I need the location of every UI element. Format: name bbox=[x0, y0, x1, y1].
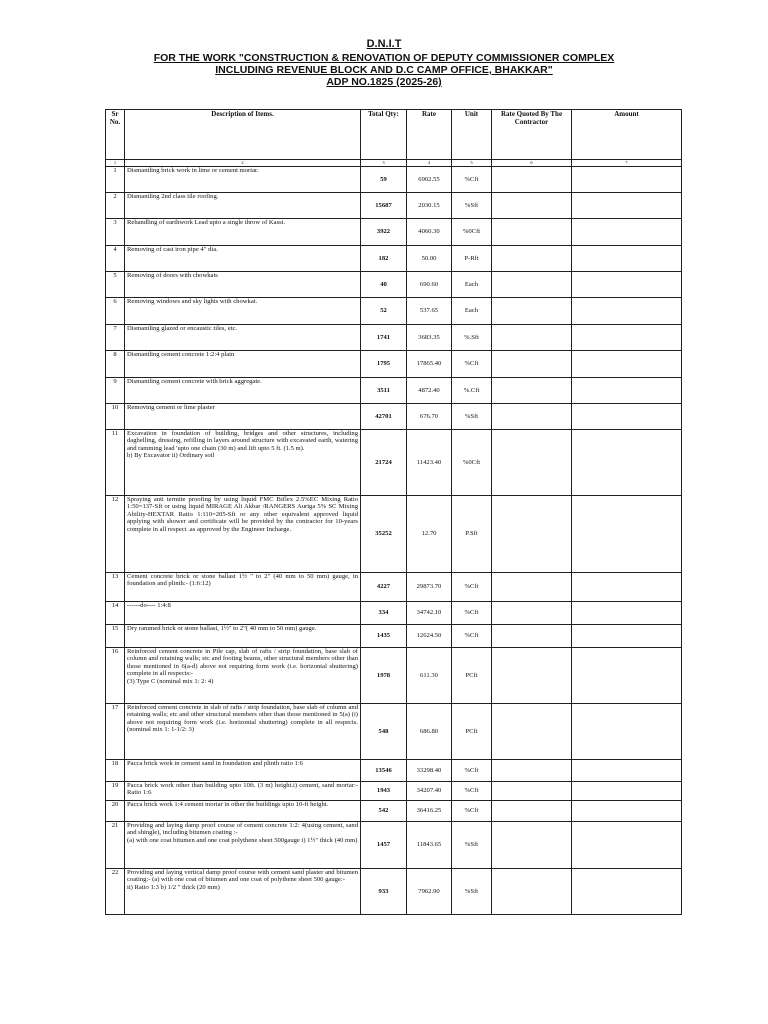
table-row bbox=[106, 704, 682, 760]
item-amount bbox=[572, 625, 682, 648]
item-amount bbox=[572, 325, 682, 351]
item-rate: 33298.40 bbox=[407, 760, 452, 782]
item-unit: %Sft bbox=[452, 404, 492, 430]
item-amount bbox=[572, 573, 682, 602]
table-row bbox=[106, 822, 682, 869]
table-row bbox=[106, 193, 682, 219]
adp-number: ADP NO.1825 (2025-26) bbox=[326, 76, 442, 88]
item-description: Providing and laying vertical damp proof course with cement sand plaster and bitumen coating:- (a) with one coat of bitumen and one coat of polythene sheet 500 gauge:- ii) Ratio 1:3 b) 1/2 " thick (20 mm) bbox=[125, 869, 361, 915]
item-sr-number: 15 bbox=[106, 625, 125, 648]
table-row bbox=[106, 219, 682, 246]
col-number: 7 bbox=[572, 160, 682, 167]
item-amount bbox=[572, 782, 682, 801]
item-unit: %Sft bbox=[452, 869, 492, 915]
item-rate: 676.70 bbox=[407, 404, 452, 430]
item-total-qty: 1435 bbox=[361, 625, 407, 648]
item-total-qty: 3922 bbox=[361, 219, 407, 246]
item-total-qty: 1795 bbox=[361, 351, 407, 378]
item-rate: 12624.50 bbox=[407, 625, 452, 648]
item-sr-number: 16 bbox=[106, 648, 125, 704]
item-amount bbox=[572, 430, 682, 496]
item-sr-number: 10 bbox=[106, 404, 125, 430]
table-row bbox=[106, 801, 682, 822]
item-total-qty: 42701 bbox=[361, 404, 407, 430]
item-rate-quoted bbox=[492, 625, 572, 648]
table-row bbox=[106, 573, 682, 602]
table-row bbox=[106, 602, 682, 625]
item-rate: 6902.55 bbox=[407, 167, 452, 193]
item-amount bbox=[572, 869, 682, 915]
item-sr-number: 11 bbox=[106, 430, 125, 496]
item-unit: %Cft bbox=[452, 625, 492, 648]
item-rate-quoted bbox=[492, 760, 572, 782]
item-rate: 4872.40 bbox=[407, 378, 452, 404]
item-sr-number: 17 bbox=[106, 704, 125, 760]
table-row bbox=[106, 246, 682, 272]
item-rate-quoted bbox=[492, 496, 572, 573]
item-rate: 29873.70 bbox=[407, 573, 452, 602]
item-amount bbox=[572, 246, 682, 272]
item-sr-number: 5 bbox=[106, 272, 125, 298]
item-rate: 611.30 bbox=[407, 648, 452, 704]
table-row bbox=[106, 430, 682, 496]
item-total-qty: 542 bbox=[361, 801, 407, 822]
item-rate: 3683.35 bbox=[407, 325, 452, 351]
item-amount bbox=[572, 648, 682, 704]
item-amount bbox=[572, 602, 682, 625]
item-amount bbox=[572, 219, 682, 246]
item-rate: 12.70 bbox=[407, 496, 452, 573]
item-rate-quoted bbox=[492, 378, 572, 404]
table-row bbox=[106, 869, 682, 915]
item-rate: 2030.15 bbox=[407, 193, 452, 219]
item-unit: P.Sft bbox=[452, 496, 492, 573]
item-description: Reinforced cement concrete in Pile cap, slab of rafts / strip foundation, base slab of column and retaining walls; etc and footing beams, other structural members other than those mentioned in 6(a-d) above not requiring form work (i.e. horizontal shuttering) complete in all respects:- (3) Type C (nominal mix 1: 2: 4) bbox=[125, 648, 361, 704]
item-amount bbox=[572, 760, 682, 782]
item-description: Removing cement or lime plaster bbox=[125, 404, 361, 430]
item-description: Dry rammed brick or stone ballast, 1½" to 2"( 40 mm to 50 mm) gauge. bbox=[125, 625, 361, 648]
item-description: Dismantling glazed or encaustic tiles, etc. bbox=[125, 325, 361, 351]
item-description: ------do---- 1:4:8 bbox=[125, 602, 361, 625]
col-header-unit: Unit bbox=[452, 110, 492, 160]
table-body bbox=[106, 167, 682, 915]
item-sr-number: 4 bbox=[106, 246, 125, 272]
item-sr-number: 6 bbox=[106, 298, 125, 325]
item-amount bbox=[572, 167, 682, 193]
items-table bbox=[105, 109, 682, 915]
col-number: 1 bbox=[106, 160, 125, 167]
item-sr-number: 18 bbox=[106, 760, 125, 782]
item-sr-number: 12 bbox=[106, 496, 125, 573]
item-rate-quoted bbox=[492, 430, 572, 496]
item-rate: 4060.30 bbox=[407, 219, 452, 246]
item-total-qty: 59 bbox=[361, 167, 407, 193]
item-sr-number: 13 bbox=[106, 573, 125, 602]
item-amount bbox=[572, 822, 682, 869]
item-description: Rehandling of earthwork Lead upto a single throw of Kassi. bbox=[125, 219, 361, 246]
item-amount bbox=[572, 351, 682, 378]
item-sr-number: 1 bbox=[106, 167, 125, 193]
item-total-qty: 15687 bbox=[361, 193, 407, 219]
item-description: Pacca brick work other than building upto 10ft. (3 m) height.i) cement, sand mortar:-Ratio 1:6 bbox=[125, 782, 361, 801]
item-total-qty: 1741 bbox=[361, 325, 407, 351]
item-description: Pacca brick work 1:4 cement mortar in other the buildings upto 10-ft height. bbox=[125, 801, 361, 822]
item-rate: 34742.10 bbox=[407, 602, 452, 625]
item-unit: %Cft bbox=[452, 602, 492, 625]
item-description: Removing of cast iron pipe 4" dia. bbox=[125, 246, 361, 272]
table-row bbox=[106, 378, 682, 404]
item-rate-quoted bbox=[492, 351, 572, 378]
column-number-row bbox=[106, 160, 682, 167]
item-rate: 11843.65 bbox=[407, 822, 452, 869]
item-rate-quoted bbox=[492, 272, 572, 298]
table-row bbox=[106, 648, 682, 704]
item-sr-number: 8 bbox=[106, 351, 125, 378]
item-total-qty: 4227 bbox=[361, 573, 407, 602]
item-description: Dismantling cement concrete 1:2:4 plain bbox=[125, 351, 361, 378]
item-unit: %0Cft bbox=[452, 219, 492, 246]
table-row bbox=[106, 496, 682, 573]
table-row bbox=[106, 782, 682, 801]
item-unit: %Sft bbox=[452, 822, 492, 869]
table-header-row bbox=[106, 110, 682, 160]
item-total-qty: 35252 bbox=[361, 496, 407, 573]
item-description: Dismantling cement concrete with brick aggregate. bbox=[125, 378, 361, 404]
item-description: Dismantling 2nd class tile roofing. bbox=[125, 193, 361, 219]
item-unit: %Cft bbox=[452, 351, 492, 378]
item-rate: 50.00 bbox=[407, 246, 452, 272]
item-unit: %Cft bbox=[452, 167, 492, 193]
col-header-sr: Sr No. bbox=[106, 110, 125, 160]
item-description: Pacca brick work in cement sand in foundation and plinth ratio 1:6 bbox=[125, 760, 361, 782]
item-description: Providing and laying damp proof course of cement concrete 1:2: 4(using cement, sand and shingle), including bitumen coating :- (a) with one coat bitumen and one coat polythene sheet 500gauge i) 1½" thick (40 mm) bbox=[125, 822, 361, 869]
table-row bbox=[106, 351, 682, 378]
item-sr-number: 2 bbox=[106, 193, 125, 219]
item-total-qty: 52 bbox=[361, 298, 407, 325]
item-sr-number: 3 bbox=[106, 219, 125, 246]
col-header-qty: Total Qty: bbox=[361, 110, 407, 160]
col-header-rate: Rate bbox=[407, 110, 452, 160]
item-amount bbox=[572, 496, 682, 573]
item-rate-quoted bbox=[492, 167, 572, 193]
item-description: Excavation in foundation of building, bridges and other structures, including dagbelling, dressing, refilling in layers around structure with excavated earth, watering and ramming lead 'upto one chain (30 m) and lift upto 5 ft. (1.5 m). b) By Excavator ii) Ordinary soil bbox=[125, 430, 361, 496]
item-description: Removing windows and sky lights with chowkat. bbox=[125, 298, 361, 325]
col-header-description: Description of Items. bbox=[125, 110, 361, 160]
table-row bbox=[106, 272, 682, 298]
col-number: 6 bbox=[492, 160, 572, 167]
item-rate: 7962.90 bbox=[407, 869, 452, 915]
item-total-qty: 1457 bbox=[361, 822, 407, 869]
table-row bbox=[106, 760, 682, 782]
item-rate: 686.80 bbox=[407, 704, 452, 760]
item-rate-quoted bbox=[492, 648, 572, 704]
item-rate-quoted bbox=[492, 573, 572, 602]
item-rate-quoted bbox=[492, 869, 572, 915]
item-total-qty: 548 bbox=[361, 704, 407, 760]
item-unit: Each bbox=[452, 298, 492, 325]
table-row bbox=[106, 404, 682, 430]
item-rate-quoted bbox=[492, 822, 572, 869]
item-unit: PCft bbox=[452, 704, 492, 760]
item-description: Reinforced cement concrete in slab of rafts / strip foundation, base slab of column and retaining walls; etc and other structural members other than those mentioned in 5(a) (i) above not requiring form work (i.e. horizontal shuttering) complete in all respects.(nominal mix 1: 1-1/2: 3) bbox=[125, 704, 361, 760]
col-number: 2 bbox=[125, 160, 361, 167]
col-number: 3 bbox=[361, 160, 407, 167]
item-rate-quoted bbox=[492, 801, 572, 822]
item-amount bbox=[572, 378, 682, 404]
item-unit: %Cft bbox=[452, 782, 492, 801]
item-sr-number: 14 bbox=[106, 602, 125, 625]
col-number: 5 bbox=[452, 160, 492, 167]
item-total-qty: 182 bbox=[361, 246, 407, 272]
item-amount bbox=[572, 704, 682, 760]
item-rate-quoted bbox=[492, 298, 572, 325]
item-total-qty: 13546 bbox=[361, 760, 407, 782]
item-rate-quoted bbox=[492, 704, 572, 760]
work-title-line-2: INCLUDING REVENUE BLOCK AND D.C CAMP OFFICE, BHAKKAR" bbox=[215, 64, 553, 76]
item-sr-number: 19 bbox=[106, 782, 125, 801]
item-sr-number: 20 bbox=[106, 801, 125, 822]
item-unit: %Cft bbox=[452, 573, 492, 602]
item-sr-number: 9 bbox=[106, 378, 125, 404]
item-rate-quoted bbox=[492, 325, 572, 351]
item-rate-quoted bbox=[492, 602, 572, 625]
item-sr-number: 21 bbox=[106, 822, 125, 869]
item-unit: %.Cft bbox=[452, 378, 492, 404]
work-title-line-1: FOR THE WORK "CONSTRUCTION & RENOVATION OF DEPUTY COMMISSIONER COMPLEX bbox=[153, 52, 615, 64]
item-unit: P-Rft bbox=[452, 246, 492, 272]
item-unit: %0Cft bbox=[452, 430, 492, 496]
item-unit: %Cft bbox=[452, 760, 492, 782]
table-row bbox=[106, 298, 682, 325]
item-amount bbox=[572, 193, 682, 219]
item-unit: %Sft bbox=[452, 193, 492, 219]
item-unit: %Cft bbox=[452, 801, 492, 822]
item-amount bbox=[572, 272, 682, 298]
item-rate: 17865.40 bbox=[407, 351, 452, 378]
item-rate: 690.60 bbox=[407, 272, 452, 298]
item-rate-quoted bbox=[492, 404, 572, 430]
item-sr-number: 22 bbox=[106, 869, 125, 915]
item-rate-quoted bbox=[492, 193, 572, 219]
item-description: Removing of doors with chowkats bbox=[125, 272, 361, 298]
col-number: 4 bbox=[407, 160, 452, 167]
col-header-rate-quoted: Rate Quoted By The Contractor bbox=[492, 110, 572, 160]
item-rate: 537.65 bbox=[407, 298, 452, 325]
item-amount bbox=[572, 404, 682, 430]
item-rate: 11423.40 bbox=[407, 430, 452, 496]
item-total-qty: 1978 bbox=[361, 648, 407, 704]
item-total-qty: 3511 bbox=[361, 378, 407, 404]
item-rate-quoted bbox=[492, 782, 572, 801]
table-row bbox=[106, 325, 682, 351]
document-title: D.N.I.T bbox=[366, 38, 402, 50]
item-total-qty: 21724 bbox=[361, 430, 407, 496]
item-rate-quoted bbox=[492, 219, 572, 246]
item-amount bbox=[572, 801, 682, 822]
item-description: Cement concrete brick or stone ballast 1½ " to 2" (40 mm to 50 mm) gauge, in foundation and plinth:- (1:6:12) bbox=[125, 573, 361, 602]
item-unit: %.Sft bbox=[452, 325, 492, 351]
item-rate: 34207.40 bbox=[407, 782, 452, 801]
item-unit: Each bbox=[452, 272, 492, 298]
item-total-qty: 1943 bbox=[361, 782, 407, 801]
item-description: Dismantling brick work in lime or cement mortar. bbox=[125, 167, 361, 193]
col-header-amount: Amount bbox=[572, 110, 682, 160]
item-total-qty: 933 bbox=[361, 869, 407, 915]
item-sr-number: 7 bbox=[106, 325, 125, 351]
item-total-qty: 334 bbox=[361, 602, 407, 625]
item-rate-quoted bbox=[492, 246, 572, 272]
item-rate: 36416.25 bbox=[407, 801, 452, 822]
item-amount bbox=[572, 298, 682, 325]
item-total-qty: 40 bbox=[361, 272, 407, 298]
item-unit: PCft bbox=[452, 648, 492, 704]
item-description: Spraying anti termite proofing by using liquid FMC Biflex 2.5%EC Mixing Ratio 1:50=137-Sft or using liquid MIRAGE Ali Akbar /RANGERS Auriga 5% SC Mixing Ability-HEXTAR Ratio 1:110=205-Sft or any other equivalent approved liquid applying with shower and certificate will be provided by the contractor for 10-years complete in all respect .as approved by the Engineer Incharge. bbox=[125, 496, 361, 573]
table-row bbox=[106, 167, 682, 193]
table-row bbox=[106, 625, 682, 648]
